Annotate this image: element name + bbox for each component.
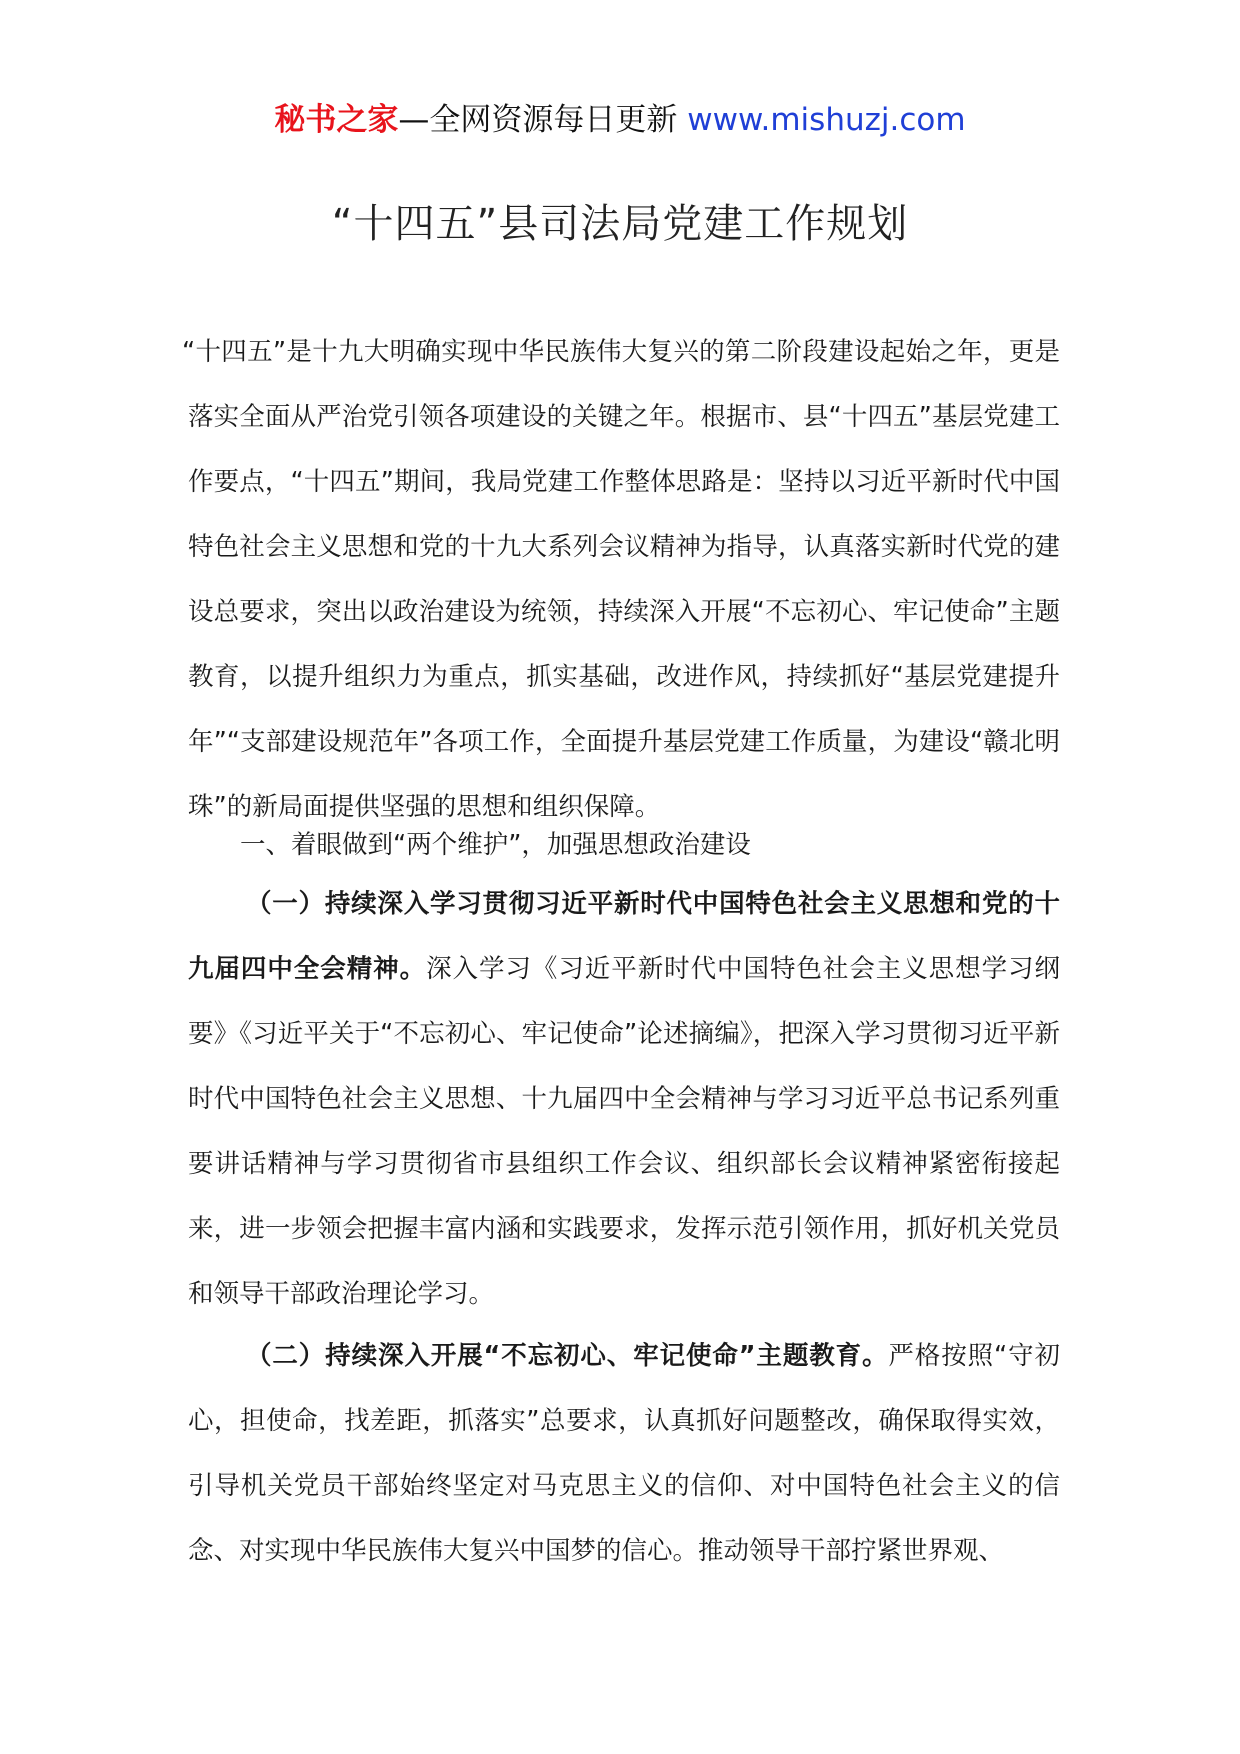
intro-paragraph: “十四五”是十九大明确实现中华民族伟大复兴的第二阶段建设起始之年，更是落实全面从严治党引领各项建设的关键之年。根据市、县“十四五”基层党建工作要点，“十四五”期间，我局党建工作整体思路是：坚持以习近平新时代中国特色社会主义思想和党的十九大系列会议精神为指导，认真落实新时代党的建设总要求，突出以政治建设为统领，持续深入开展“不忘初心、牢记使命”主题教育，以提升组织力为重点，抓实基础，改进作风，持续抓好“基层党建提升年”“支部建设规范年”各项工作，全面提升基层党建工作质量，为建设“赣北明珠”的新局面提供坚强的思想和组织保障。: [182, 337, 1060, 822]
site-url-link[interactable]: www.mishuzj.com: [687, 102, 966, 138]
item-paragraph-2: [188, 1324, 1060, 1584]
item-2-heading: （二）持续深入开展“不忘初心、牢记使命”主题教育。: [246, 1341, 889, 1371]
item-1-heading: （一）持续深入学习贯彻习近平新时代中国特色社会主义思想和党的十九届四中全会精神。: [188, 889, 1060, 984]
brand-name: 秘书之家: [274, 102, 399, 138]
item-1-body: 深入学习《习近平新时代中国特色社会主义思想学习纲要》《习近平关于“不忘初心、牢记使命”论述摘编》，把深入学习贯彻习近平新时代中国特色社会主义思想、十九届四中全会精神与学习习近平总书记系列重要讲话精神与学习贯彻省市县组织工作会议、组织部长会议精神紧密衔接起来，进一步领会把握丰富内涵和实践要求，发挥示范引领作用，抓好机关党员和领导干部政治理论学习。: [188, 954, 1060, 1309]
site-header: [0, 98, 1240, 142]
header-tagline: —全网资源每日更新: [398, 102, 688, 138]
item-paragraph-1: [188, 872, 1060, 1327]
item-2-body: 严格按照“守初心，担使命，找差距，抓落实”总要求，认真抓好问题整改，确保取得实效，引导机关党员干部始终坚定对马克思主义的信仰、对中国特色社会主义的信念、对实现中华民族伟大复兴中国梦的信心。推动领导干部拧紧世界观、: [188, 1341, 1060, 1566]
section-heading-1: 一、着眼做到“两个维护”，加强思想政治建设: [240, 830, 751, 860]
document-title: “十四五”县司法局党建工作规划: [331, 201, 909, 247]
